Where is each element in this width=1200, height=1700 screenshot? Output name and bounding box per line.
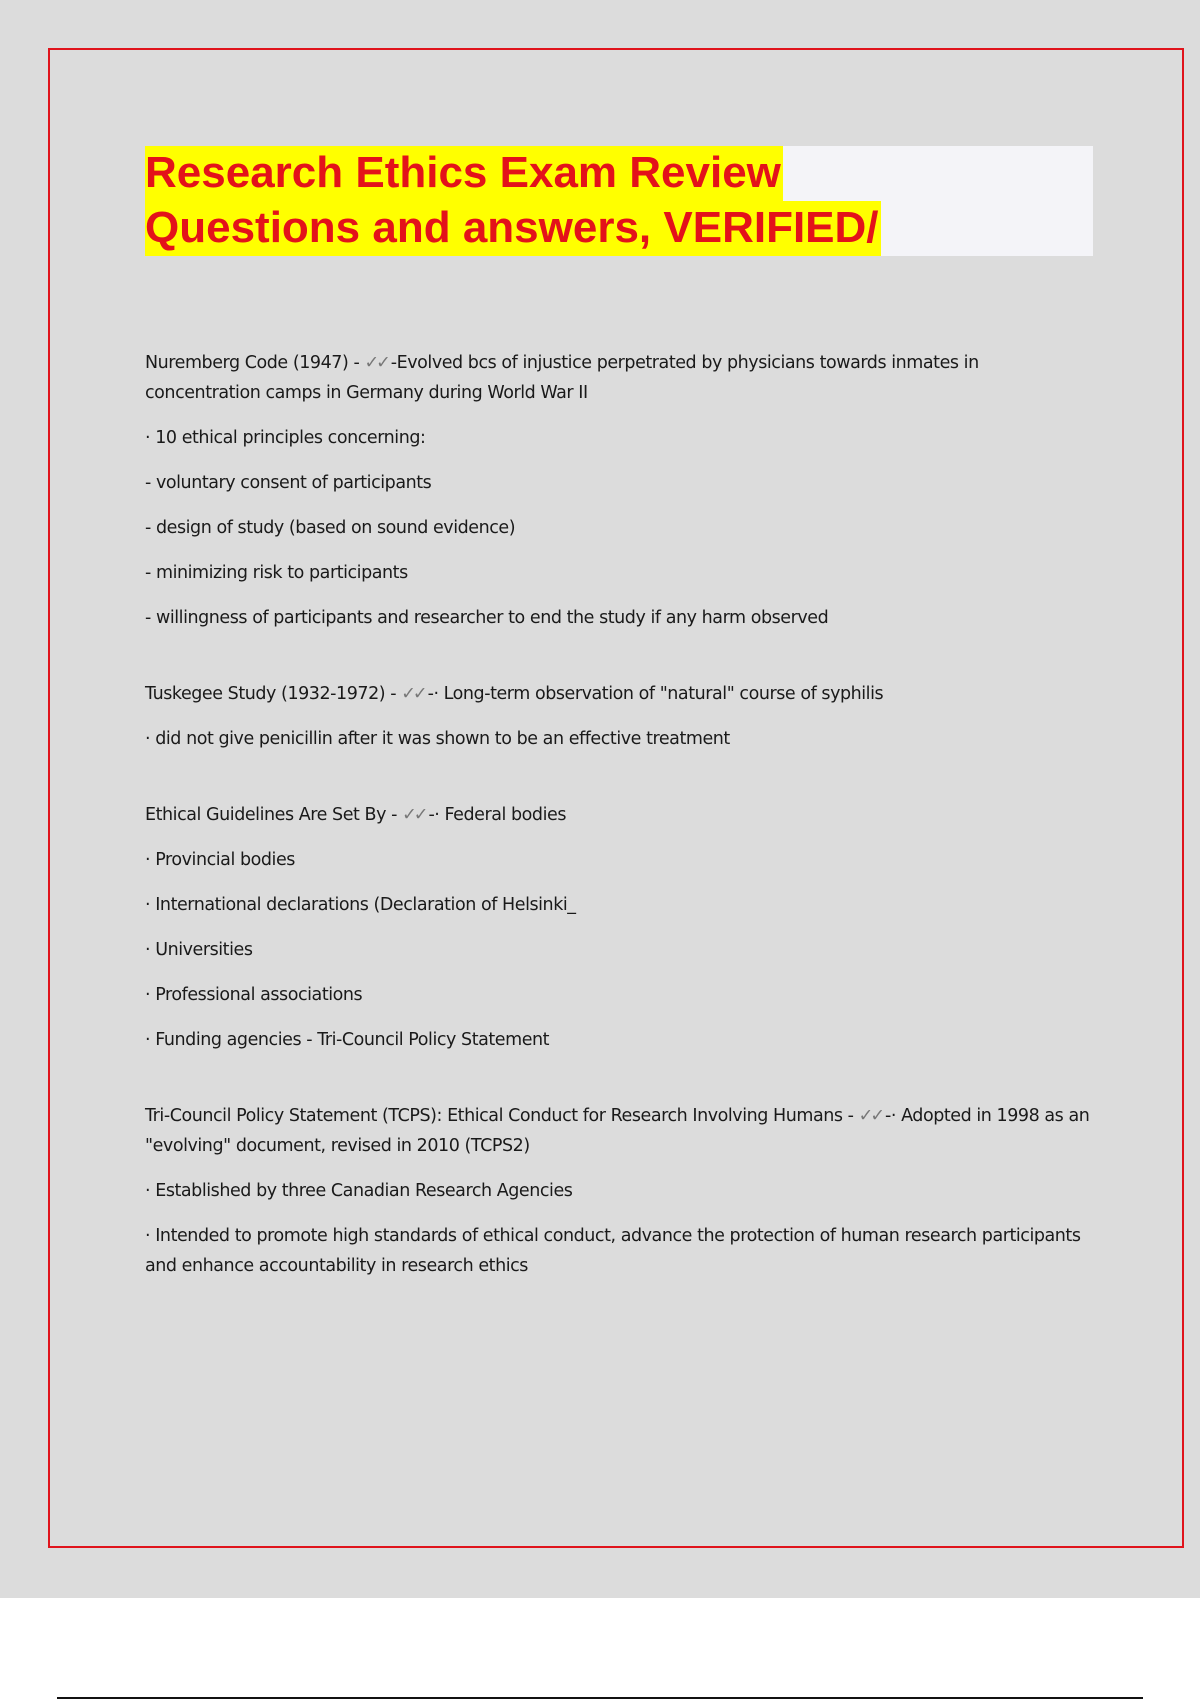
question-term: Ethical Guidelines Are Set By - <box>145 805 403 825</box>
detail-line: · Intended to promote high standards of ethical conduct, advance the protection of human research participants and enhance accountability in research ethics <box>145 1226 1081 1276</box>
detail-line: · Universities <box>145 940 253 960</box>
double-check-icon: ✓✓ <box>401 684 425 704</box>
question-term: Tuskegee Study (1932-1972) - <box>145 684 402 704</box>
answer-text: -· Long-term observation of "natural" course of syphilis <box>427 684 884 704</box>
detail-line: · Established by three Canadian Research Agencies <box>145 1181 573 1201</box>
answer-text: -· Adopted in 1998 as an "evolving" document, revised in 2010 (TCPS2) <box>145 1106 1090 1156</box>
qa-entry-tcps <box>145 1101 1090 1281</box>
double-check-icon: ✓✓ <box>364 353 388 373</box>
qa-entry-guidelines <box>145 800 1090 1055</box>
qa-entry-nuremberg <box>145 348 1090 633</box>
double-check-icon: ✓✓ <box>858 1106 882 1126</box>
detail-line: · Professional associations <box>145 985 363 1005</box>
detail-line: · did not give penicillin after it was shown to be an effective treatment <box>145 729 730 749</box>
detail-line: · Funding agencies - Tri-Council Policy Statement <box>145 1030 550 1050</box>
footer-divider <box>57 1697 1143 1699</box>
question-line <box>145 348 1090 408</box>
question-term: Tri-Council Policy Statement (TCPS): Ethical Conduct for Research Involving Humans - <box>145 1106 859 1126</box>
double-check-icon: ✓✓ <box>402 805 426 825</box>
question-line <box>145 800 1090 830</box>
title-line-1: Research Ethics Exam Review <box>145 146 783 201</box>
question-term: Nuremberg Code (1947) - <box>145 353 365 373</box>
qa-content <box>145 348 1090 1281</box>
detail-line: - design of study (based on sound evidence) <box>145 518 516 538</box>
detail-line: · International declarations (Declaration of Helsinki_ <box>145 895 576 915</box>
detail-line: - willingness of participants and researcher to end the study if any harm observed <box>145 608 829 628</box>
detail-line: · Provincial bodies <box>145 850 295 870</box>
detail-line: - voluntary consent of participants <box>145 473 432 493</box>
detail-line: · 10 ethical principles concerning: <box>145 428 426 448</box>
qa-entry-tuskegee <box>145 679 1090 754</box>
answer-text: -· Federal bodies <box>428 805 566 825</box>
detail-line: - minimizing risk to participants <box>145 563 408 583</box>
title-line-2: Questions and answers, VERIFIED/ <box>145 201 881 256</box>
answer-text: -Evolved bcs of injustice perpetrated by physicians towards inmates in concentration camps in Germany during World War II <box>145 353 979 403</box>
title-block <box>145 146 1093 256</box>
question-line <box>145 1101 1090 1161</box>
question-line <box>145 679 1090 709</box>
